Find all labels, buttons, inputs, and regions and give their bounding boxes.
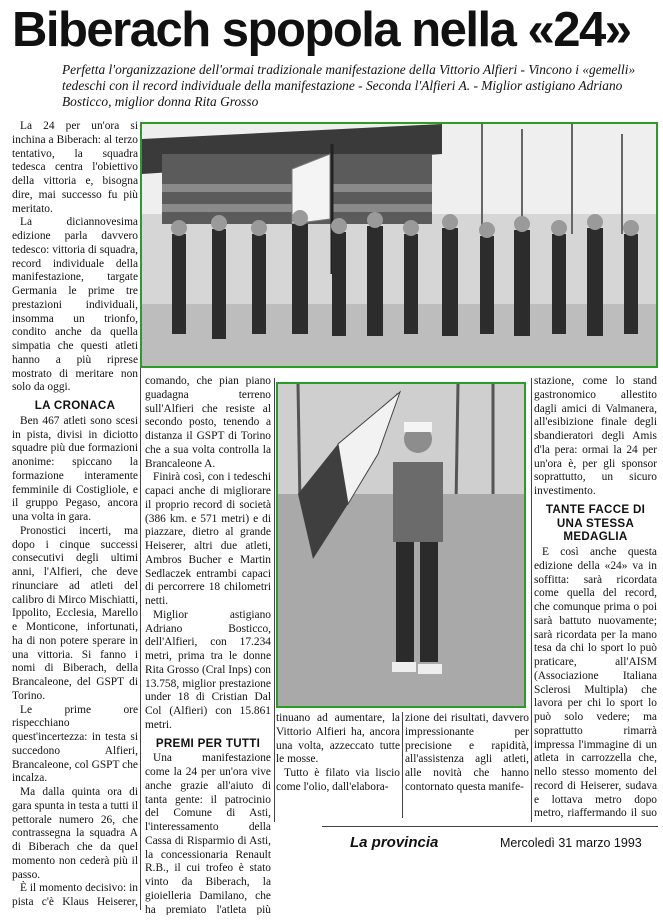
paragraph: Ma dalla quinta ora di gara spunta in testa a tutti il pettorale numero 26, che contrassegna la squadra A di Biberach che da quel momento non cederà più il passo. (12, 786, 138, 881)
column-4 (405, 712, 529, 822)
newspaper-masthead: La provincia (350, 834, 439, 851)
column-3 (276, 712, 400, 822)
headline: Biberach spopola nella «24» (12, 3, 631, 57)
group-photo (140, 122, 658, 368)
paragraph: Tutto è filato via liscio come l'olio, dall'elabora- (276, 767, 400, 793)
paragraph: Una manifestazione come la 24 per un'ora vive anche grazie all'aiuto di tanta gente: il patrocinio del Comune di Asti, l'interessamento della Cassa di Risparmio di Asti, la concessionaria Renault R.B., il cui trofeo è stato vinto da Biberach, la gioielleria Damilano, che ha premiato l'atleta più (145, 752, 271, 915)
paragraph: Miglior astigiano Adriano Bosticco, dell'Alfieri, con 17.234 metri, prima tra le donne Rita Grosso (Cral Inps) con 13.758, miglior prestazione under 18 di Cristian Dal Col (Alfieri) con 15.861 metri. (145, 608, 271, 731)
paragraph: È il momento decisivo: in pista c'è Klaus Heiserer, (12, 882, 138, 908)
paragraph: stazione, come lo stand gastronomico allestito dagli amici di Valmanera, all'esibizione finale degli sbandieratori degli Amis d'la pera: ormai la 24 per un'ora è, per gli sponsor soprattutto, un sicuro investimento. (534, 375, 657, 497)
paragraph: Finirà così, con i tedeschi capaci anche di migliorare il proprio record di società (386 km. e 571 metri) e di piazzare, dietro al grande Heiserer, altri due atleti, Ambros Bucher e Martin Sedlaczek entrambi capaci di percorrere 18 chilometri netti. (145, 471, 271, 607)
paragraph: tinuano ad aumentare, la Vittorio Alfieri ha, ancora una volta, azzeccato tutte le mosse. (276, 712, 400, 766)
column-divider (274, 378, 275, 822)
paragraph: E così anche questa edizione della «24» va in soffitta: sarà ricordata come quella del record, che comunque prima o poi sarà battuto nuovamente; sarà ricordata per la mano tesa da chi lo sport lo può praticare, all'AISM (Associazione Italiana Sclerosi Multipla) che lavora per chi lo sport lo può solo vedere; ma soprattutto rimarrà impressa l'immagine di un atleta in carrozzella che, nello stesso momento del record di Heiserer, sudava e lottava metro dopo metro, riaffermando il suo (534, 546, 657, 820)
paragraph: La 24 per un'ora si inchina a Biberach: al terzo tentativo, la squadra tedesca centra l'obiettivo della vittoria e, bisogna dire, mai successo fu più meritato. (12, 120, 138, 215)
issue-date: Mercoledì 31 marzo 1993 (500, 836, 642, 850)
paragraph: Pronostici incerti, ma dopo i cinque successi consecutivi degli ultimi anni, l'Alfieri, che deve rinunciare ad atleti del calibro di Mirco Mischiatti, Ippolito, Ecclesia, Marello e Monticone, infortunati, ha di non potere sperare in una vittoria. Si fanno i nomi di Biberach, della Brancaleone, del GSPT di Torino. (12, 524, 138, 702)
runner-photo (276, 382, 526, 708)
paragraph: zione dei risultati, davvero impressionante per precisione e rapidità, all'assistenza agli atleti, alle novità che hanno contornato questa manife- (405, 712, 529, 793)
column-divider (531, 378, 532, 822)
paragraph: Ben 467 atleti sono scesi in pista, divisi in diciotto squadre più due formazioni anonime: spiccano la formazione interamente femminile di Costigliole, e il gruppo Pegaso, ancora una volta in gara. (12, 414, 138, 523)
section-heading: PREMI PER TUTTI (155, 736, 261, 750)
paragraph: La diciannovesima edizione parla davvero tedesco: vittoria di squadra, record individuale della manifestazione, targate Germania le prime tre prestazioni individuali, insomma un trionfo, condito anche da quella simpatia che questi atleti hanno a più riprese mostrato di meritare non solo da oggi. (12, 216, 138, 394)
section-heading: LA CRONACA (34, 399, 116, 412)
column-divider (402, 712, 403, 818)
column-2 (145, 375, 271, 915)
footer-rule (322, 826, 658, 827)
subheadline: Perfetta l'organizzazione dell'ormai tradizionale manifestazione della Vittorio Alfieri - Vincono i «gemelli» tedeschi con il record individuale della manifestazione - Seconda l'Alfieri A. - Miglior astigiano Adriano Bosticco, miglior donna Rita Grosso (62, 62, 636, 109)
paragraph: Le prime ore rispecchiano quest'incertezza: in testa si succedono Alfieri, Brancaleone, col GSPT che incalza. (12, 703, 138, 785)
paragraph: comando, che pian piano guadagna terreno sull'Alfieri che resiste al secondo posto, tenendo a distanza il GSPT di Torino che a sua volta controlla la Brancaleone A. (145, 375, 271, 470)
section-heading: TANTE FACCE DI UNA STESSA MEDAGLIA (545, 502, 646, 544)
column-1 (12, 120, 138, 910)
column-5 (534, 375, 657, 820)
